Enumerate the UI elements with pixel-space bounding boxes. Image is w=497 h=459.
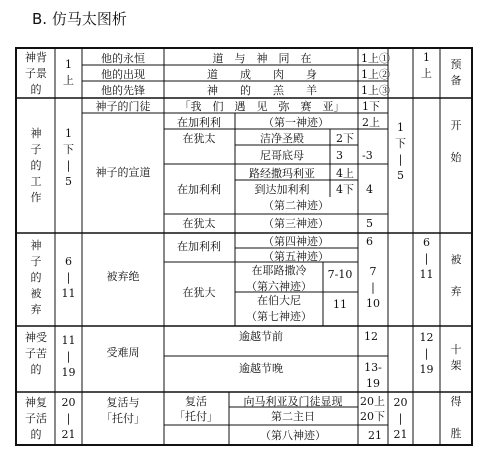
span-theme-1: 预 备 [450,58,462,87]
row-text: 在伯大尼 （第七神迹） [246,294,312,323]
group-range-1: 1 上 [63,58,74,87]
row-ref: 1上③ [361,84,390,97]
page-heading: B. 仿马太图析 [32,10,127,28]
span-range-2: 1 下 | 5 [395,121,406,182]
group-range-4: 11 | 19 [61,334,76,379]
row-text: 洁净圣殿 [260,132,304,145]
span-range-3: 6 | 11 [419,236,434,281]
row-ref: 4上 [336,167,354,180]
row-ref: 4下 [336,183,354,196]
row-ref: 5 [366,217,373,230]
row-text: 逾越节晚 [239,362,283,375]
sub-label-appear: 他的出现 [101,68,145,81]
row-place: 复活 [185,395,207,408]
row-text: 向马利亚及门徒显现 [243,395,343,408]
row-text: 神 的 羔 羊 [207,84,317,97]
group-range-2: 1 下 | 5 [63,127,74,188]
row-ref: 6 [366,235,373,248]
row-ref: 2下 [336,132,354,145]
row-text: （第八神迹） [260,429,326,442]
row-text: 道 成 肉 身 [207,68,317,81]
group-label-work: 神 子 的 工 作 [30,127,42,204]
row-place: 在加利利 [177,116,221,129]
group-label-rejected: 神 子 的 被 弃 [30,239,42,316]
row-ref: 4 [366,183,373,196]
row-text: 尼哥底母 [260,149,304,162]
row-text: （第二神迹） [263,199,329,212]
row-ref: 13- 19 [364,361,382,390]
row-ref: 12 [364,330,378,343]
group-range-3: 6 | 11 [61,255,76,300]
row-place: 在犹大 [182,286,216,299]
group-label-resurrection: 神复 子活 的 [25,396,47,441]
span-theme-4: 十 架 [450,343,462,372]
row-ref: 20上 [360,395,385,408]
row-ref: 2上 [362,116,380,129]
group-label-background: 神背 子景 的 [25,51,47,96]
span-range-1: 1 上 [421,51,432,80]
row-ref: 21 [368,429,382,442]
row-place: 在加利利 [177,240,221,253]
span-range-4: 12 | 19 [419,331,434,376]
row-text: 道 与 神 同 在 [212,52,312,65]
sub-label-disciples: 神子的门徒 [95,100,151,113]
sub-label-abandon: 被弃绝 [106,270,140,283]
row-text: 第二主日 [271,410,315,423]
span-range-5: 20 | 21 [393,396,408,441]
row-ref: 1上② [361,68,390,81]
row-place: 在加利利 [177,183,221,196]
row-text: 到达加利利 [254,183,310,196]
row-text: （第四神迹） [263,235,329,248]
row-ref: 1上① [361,52,390,65]
row-text: 在耶路撒冷 （第六神迹） [246,264,312,293]
row-ref: -3 [362,149,373,162]
row-ref: 1下 [362,100,380,113]
row-text: （第三神迹） [263,217,329,230]
row-text: 「我 们 遇 见 弥 赛 亚」 [179,100,345,113]
sub-label-passion: 受难周 [106,346,140,359]
sub-label-forerunner: 他的先锋 [101,84,145,97]
row-text: （第一神迹） [263,116,329,129]
row-place: 在犹太 [182,217,216,230]
sub-label-preach: 神子的宣道 [95,166,151,179]
row-place: 在犹太 [182,132,216,145]
row-num: 3 [336,149,343,162]
group-label-suffering: 神受 子苦 的 [25,331,47,376]
sub-label-eternal: 他的永恒 [101,52,145,65]
row-num: 11 [333,298,347,311]
row-text: （第五神迹） [263,250,329,263]
row-text: 路经撒玛利亚 [249,167,315,180]
row-ref: 20下 [360,410,385,423]
row-text: 逾越节前 [239,330,283,343]
sub-label-resurrect: 复活与 「托付」 [101,396,145,425]
span-theme-2: 开 始 [450,119,462,164]
span-theme-3: 被 弃 [450,253,462,298]
span-theme-5: 得 胜 [450,395,462,440]
row-ref: 7 | 10 [366,265,380,310]
group-range-5: 20 | 21 [61,396,76,441]
row-place: 「托付」 [174,410,218,423]
row-num: 7-10 [327,268,353,281]
